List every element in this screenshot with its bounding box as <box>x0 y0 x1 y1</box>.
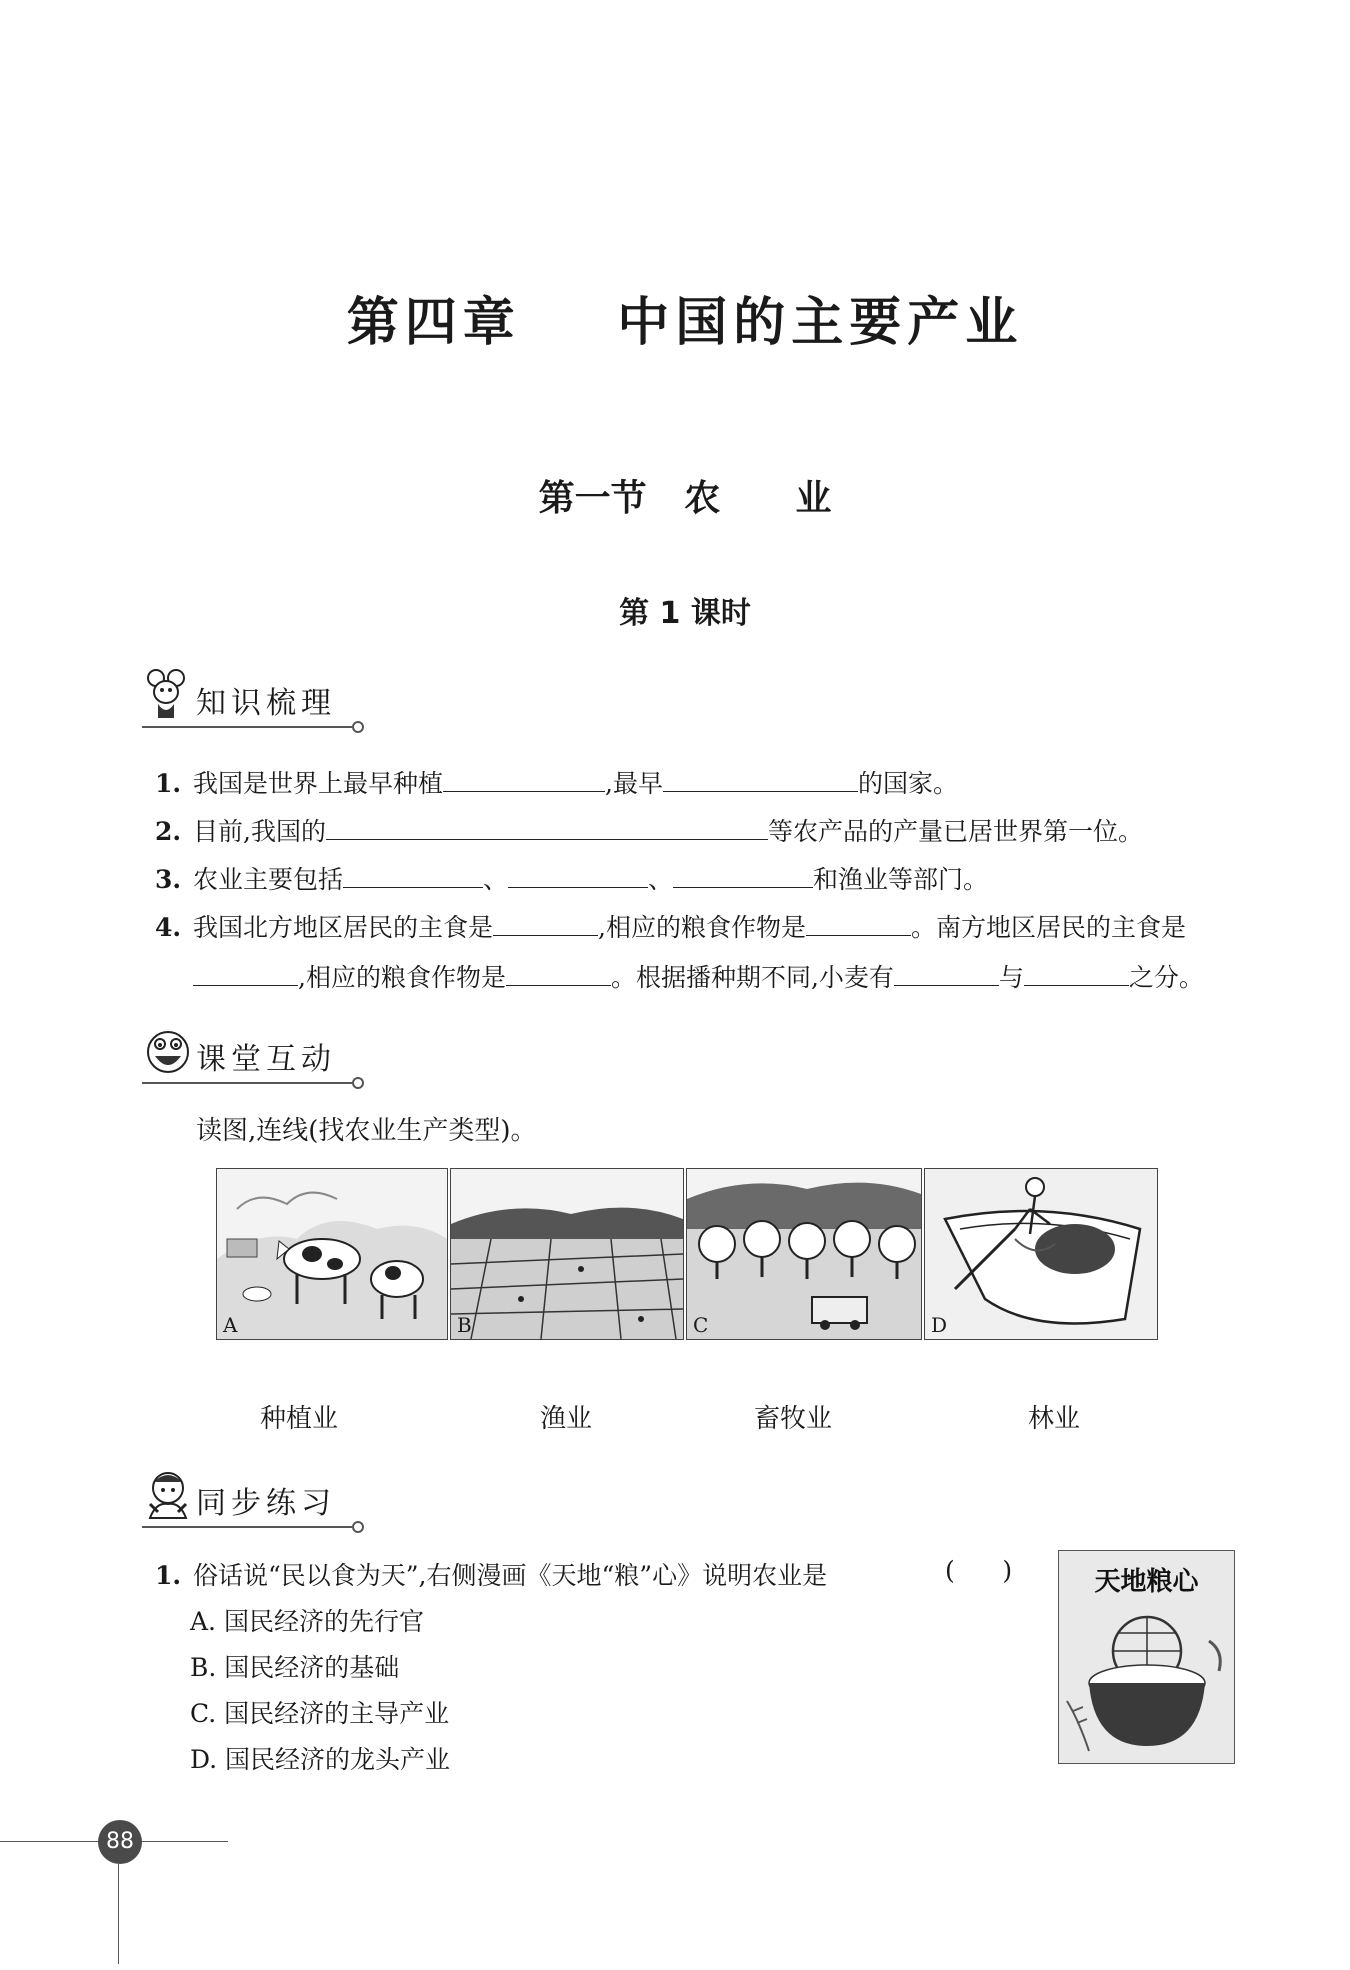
question-1-stem <box>155 1556 827 1592</box>
picture-c-orchard <box>686 1168 922 1340</box>
type-label-fishery[interactable]: 渔业 <box>540 1404 593 1434</box>
knowledge-item-4-cont <box>155 959 1204 995</box>
section-head-text: 同步练习 <box>196 1486 336 1521</box>
blank[interactable] <box>443 765 605 792</box>
item-text: 目前,我国的 <box>193 817 326 846</box>
cows-illustration <box>217 1169 447 1339</box>
item-text: 我国是世界上最早种植 <box>193 769 444 798</box>
picture-a-dairy-cows <box>216 1168 448 1340</box>
knowledge-item-4 <box>155 909 1186 945</box>
lesson-title: 第 1 课时 <box>619 596 751 631</box>
item-text: 等农产品的产量已居世界第一位。 <box>767 817 1143 846</box>
item-text: 的国家。 <box>857 769 958 798</box>
farmland-illustration <box>451 1169 683 1339</box>
question-text: 俗话说“民以食为天”,右侧漫画《天地“粮”心》说明农业是 <box>193 1561 828 1590</box>
picture-letter: C <box>693 1313 709 1337</box>
picture-letter: A <box>223 1313 238 1337</box>
cartoon-title: 天地粮心 <box>1094 1567 1199 1597</box>
rice-bowl-globe-icon <box>1059 1551 1234 1763</box>
item-number: 1. <box>155 769 182 798</box>
orchard-illustration <box>687 1169 921 1339</box>
type-label-husbandry[interactable]: 畜牧业 <box>754 1404 833 1434</box>
blank[interactable] <box>806 909 911 936</box>
knowledge-item-1 <box>155 765 958 801</box>
cartoon-tiandi-liangxin <box>1058 1550 1235 1764</box>
option-d[interactable]: D. 国民经济的龙头产业 <box>190 1745 451 1774</box>
blank[interactable] <box>506 959 611 986</box>
smiley-mascot-icon <box>144 1024 192 1078</box>
fishing-boat-illustration <box>925 1169 1157 1339</box>
blank[interactable] <box>193 959 298 986</box>
section-rule-dot <box>352 1077 364 1089</box>
item-text: 、 <box>483 865 509 894</box>
section-rule-dot <box>352 1521 364 1533</box>
item-text: 、 <box>648 865 674 894</box>
blank[interactable] <box>663 765 858 792</box>
section-head-interaction <box>140 1024 380 1094</box>
section-rule <box>142 1082 352 1084</box>
item-text: 我国北方地区居民的主食是 <box>193 913 494 942</box>
type-label-forestry[interactable]: 林业 <box>1028 1404 1081 1434</box>
blank[interactable] <box>1024 959 1129 986</box>
cartoon-mascot-icon <box>144 1468 192 1522</box>
item-text: 与 <box>998 963 1024 992</box>
blank[interactable] <box>493 909 598 936</box>
picture-letter: B <box>457 1313 472 1337</box>
mouse-mascot-icon <box>144 668 192 722</box>
option-b[interactable]: B. 国民经济的基础 <box>190 1653 400 1682</box>
section-title: 第一节 农 业 <box>538 477 832 519</box>
section-rule-dot <box>352 721 364 733</box>
section-head-knowledge <box>140 668 380 738</box>
item-text: ,最早 <box>605 769 663 798</box>
knowledge-item-2 <box>155 813 1143 849</box>
interaction-instruction: 读图,连线(找农业生产类型)。 <box>196 1116 537 1146</box>
item-text: 和渔业等部门。 <box>813 865 989 894</box>
type-label-planting[interactable]: 种植业 <box>260 1404 339 1434</box>
item-text: 农业主要包括 <box>193 865 344 894</box>
blank[interactable] <box>673 861 813 888</box>
blank[interactable] <box>343 861 483 888</box>
question-number: 1. <box>155 1561 182 1590</box>
blank[interactable] <box>326 813 768 840</box>
item-number: 4. <box>155 913 182 942</box>
section-head-practice <box>140 1468 380 1538</box>
section-rule <box>142 726 352 728</box>
item-text: ,相应的粮食作物是 <box>598 913 806 942</box>
page-number: 88 <box>98 1820 142 1864</box>
chapter-title: 第四章 中国的主要产业 <box>346 293 1024 353</box>
item-number: 2. <box>155 817 182 846</box>
item-text: 。根据播种期不同,小麦有 <box>610 963 894 992</box>
answer-parentheses[interactable]: ( ) <box>945 1556 1013 1585</box>
item-text: 。南方地区居民的主食是 <box>910 913 1186 942</box>
picture-d-fishing-boat <box>924 1168 1158 1340</box>
item-text: ,相应的粮食作物是 <box>298 963 506 992</box>
option-a[interactable]: A. 国民经济的先行官 <box>190 1607 424 1636</box>
blank[interactable] <box>508 861 648 888</box>
section-rule <box>142 1526 352 1528</box>
knowledge-item-3 <box>155 861 988 897</box>
picture-b-farmland <box>450 1168 684 1340</box>
item-text: 之分。 <box>1128 963 1204 992</box>
option-c[interactable]: C. 国民经济的主导产业 <box>190 1699 450 1728</box>
picture-letter: D <box>931 1313 948 1337</box>
page-number-vertical-rule <box>118 1864 119 1964</box>
section-head-text: 课堂互动 <box>196 1042 336 1077</box>
section-head-text: 知识梳理 <box>196 686 336 721</box>
blank[interactable] <box>894 959 999 986</box>
item-number: 3. <box>155 865 182 894</box>
